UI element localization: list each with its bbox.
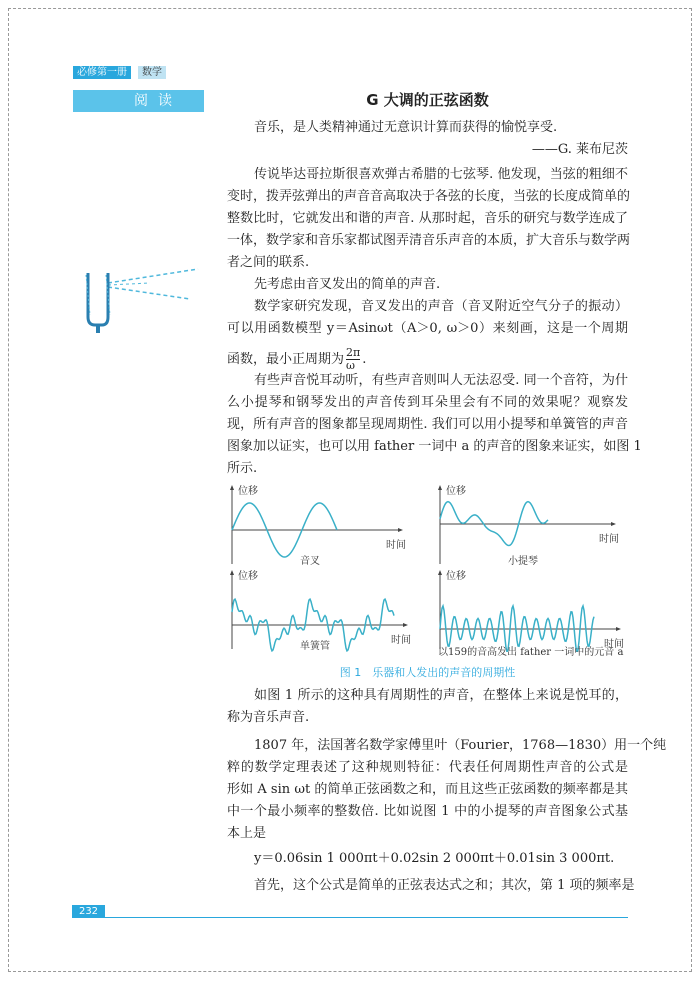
paragraph-line: 如图 1 所示的这种具有周期性的声音，在整体上来说是悦耳的， [254, 688, 628, 703]
y-axis-label: 位移 [238, 486, 258, 497]
x-axis-label: 时间 [599, 534, 619, 545]
x-axis-label: 时间 [391, 635, 411, 646]
panel-label: 音叉 [300, 556, 320, 567]
x-axis-label: 时间 [604, 639, 624, 650]
panel-label: 小提琴 [508, 556, 538, 567]
paragraph-line: 1807 年，法国著名数学家傅里叶（Fourier，1768—1830）用一个纯 [254, 738, 667, 753]
waveform-panel [230, 482, 410, 567]
y-axis-label: 位移 [238, 571, 258, 582]
paragraph-line: 数学家研究发现，音叉发出的声音（音叉附近空气分子的振动） [254, 299, 628, 314]
y-axis-arrow [438, 570, 442, 575]
paragraph-line: 变时，拨弄弦弹出的声音音高取决于各弦的长度，当弦的长度成简单的 [227, 189, 631, 204]
x-axis-arrow [611, 522, 616, 526]
paragraph-line: 么小提琴和钢琴发出的声音传到耳朵里会有不同的效果呢？观察发 [227, 395, 628, 410]
fraction-denominator: ω [346, 359, 355, 372]
paragraph-line: 称为音乐声音. [227, 710, 310, 725]
fraction-numerator: 2π [346, 346, 361, 359]
paragraph-line: 所示. [227, 461, 258, 476]
subject-tag: 数学 [138, 66, 166, 79]
page-title: G 大调的正弦函数 [366, 91, 489, 109]
tuning-fork-icon [80, 255, 200, 335]
y-axis-label: 位移 [446, 486, 466, 497]
footer-rule [105, 917, 628, 918]
figure-caption: 图 1 乐器和人发出的声音的周期性 [339, 666, 516, 679]
paragraph-line: 中一个最小频率的整数倍. 比如说图 1 中的小提琴的声音图象公式基 [227, 804, 628, 819]
paragraph-line: 传说毕达哥拉斯很喜欢弹古希腊的七弦琴. 他发现，当弦的粗细不 [254, 167, 628, 182]
paragraph-line: 图象加以证实，也可以用 father 一词中 a 的声音的图象来证实，如图 1 [227, 439, 642, 454]
paragraph-line: 现，所有声音的图象都呈现周期性. 我们可以用小提琴和单簧管的声音 [227, 417, 628, 432]
y-axis-label: 位移 [446, 571, 466, 582]
paragraph-line: 可以用函数模型 y＝Asinωt（A＞0, ω＞0）来刻画，这是一个周期 [227, 321, 628, 336]
waveform-panel [230, 567, 415, 652]
y-axis-arrow [230, 570, 234, 575]
paragraph-line: 先考虑由音叉发出的简单的声音. [254, 277, 441, 292]
quote-text: 音乐，是人类精神通过无意识计算而获得的愉悦享受. [254, 120, 558, 135]
x-axis-arrow [616, 627, 621, 631]
formula: y＝0.06sin 1 000πt＋0.02sin 2 000πt＋0.01sin 3 000πt. [254, 851, 615, 866]
section-label: 阅读 [73, 90, 204, 112]
x-axis-label: 时间 [386, 540, 406, 551]
book-tag: 必修第一册 [73, 66, 131, 79]
fraction [346, 347, 360, 372]
y-axis-arrow [230, 485, 234, 490]
panel-label: 以159的音高发出 father 一词中的元音 a [438, 647, 624, 658]
waveform-panel [438, 482, 623, 567]
paragraph-line: 形如 A sin ωt 的简单正弦函数之和，而且这些正弦函数的频率都是其 [227, 782, 628, 797]
paragraph-line: 一体，数学家和音乐家都试图弄清音乐声音的本质，扩大音乐与数学两 [227, 233, 631, 248]
paragraph-line: 有些声音悦耳动听，有些声音则叫人无法忍受. 同一个音符，为什 [254, 373, 628, 388]
paragraph-line: 者之间的联系. [227, 255, 310, 270]
paragraph-line: 函数，最小正周期为 $\frac{2\pi}{\omega}$ . [227, 346, 367, 372]
paragraph-line: 本上是 [227, 826, 267, 841]
paragraph-line: 粹的数学定理表述了这种规则特征：代表任何周期性声音的公式是 [227, 760, 628, 775]
paragraph-line: 整数比时，它就发出和谐的声音. 从那时起，音乐的研究与数学连成了 [227, 211, 628, 226]
quote-author: ——G. 莱布尼茨 [531, 142, 628, 157]
x-axis-arrow [403, 623, 408, 627]
paragraph-line: 首先，这个公式是简单的正弦表达式之和；其次，第 1 项的频率是 [254, 878, 635, 893]
y-axis-arrow [438, 485, 442, 490]
x-axis-arrow [398, 528, 403, 532]
waveform-chart [438, 567, 628, 652]
waveform-panel [438, 567, 628, 658]
page-number: 232 [72, 905, 105, 918]
text: 函数，最小正周期为 [227, 352, 345, 367]
panel-label: 单簧管 [300, 641, 330, 652]
